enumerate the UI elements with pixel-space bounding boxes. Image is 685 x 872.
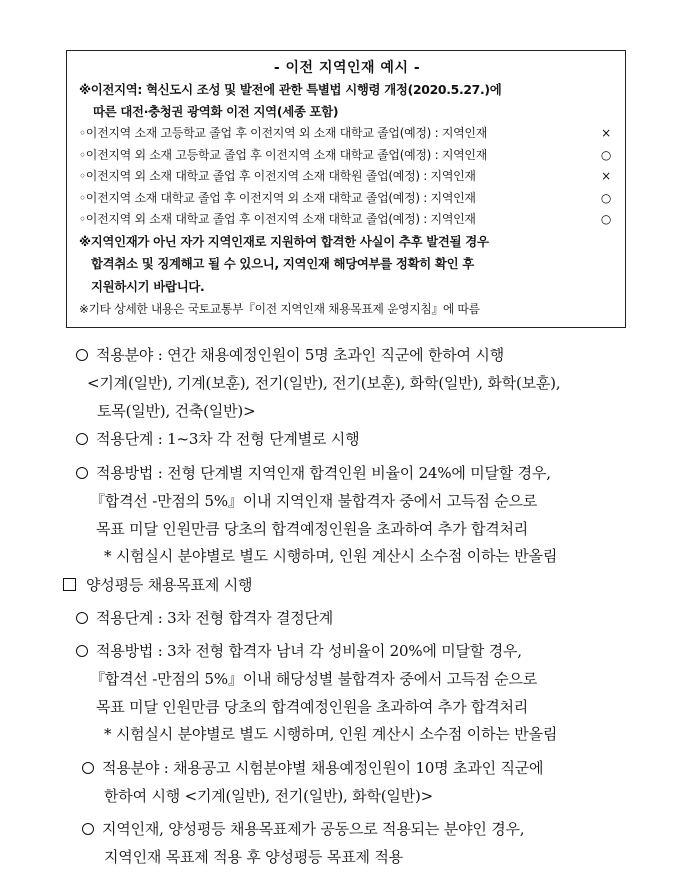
regional-field-item bbox=[76, 344, 504, 365]
warning-text-cont: 지원하시기 바랍니다. bbox=[91, 278, 205, 294]
reference-note: ※기타 상세한 내용은 국토교통부『이전 지역인재 채용목표제 운영지침』에 따름 bbox=[79, 302, 480, 316]
warning-text: ※지역인재가 아닌 자가 지역인재로 지원하여 합격한 사실이 추후 발견될 경우 bbox=[79, 233, 489, 249]
regional-method-item bbox=[76, 462, 551, 483]
condition-row bbox=[79, 123, 615, 145]
item-text: 적용분야 : 채용공고 시험분야별 채용예정인원이 10명 초과인 직군에 bbox=[102, 759, 544, 777]
condition-row bbox=[79, 166, 615, 188]
item-text: 지역인재, 양성평등 채용목표제가 공동으로 적용되는 분야인 경우, bbox=[102, 820, 525, 838]
hollow-circle-bullet-icon bbox=[82, 762, 94, 774]
hollow-circle-bullet-icon bbox=[82, 823, 94, 835]
eligibility-mark: ○ bbox=[600, 212, 612, 226]
gender-stage-item bbox=[76, 607, 333, 628]
item-text: 적용단계 : 3차 전형 합격자 결정단계 bbox=[96, 609, 334, 627]
regional-method-cont: 『합격선 -만점의 5%』이내 지역인재 불합격자 중에서 고득점 순으로 bbox=[90, 492, 538, 510]
regional-method-note: * 시험실시 분야별로 별도 시행하며, 인원 계산시 소수점 이하는 반올림 bbox=[104, 547, 558, 565]
condition-text: ◦이전지역 소재 대학교 졸업 후 이전지역 외 소재 대학교 졸업(예정) : 지역인재 bbox=[79, 190, 476, 205]
gender-method-item bbox=[76, 640, 522, 661]
joint-application-item bbox=[82, 818, 524, 839]
heading-text: 양성평등 채용목표제 시행 bbox=[86, 576, 253, 594]
gender-method-note: * 시험실시 분야별로 별도 시행하며, 인원 계산시 소수점 이하는 반올림 bbox=[104, 725, 558, 743]
condition-text: ◦이전지역 외 소재 대학교 졸업 후 이전지역 소재 대학교 졸업(예정) : 지역인재 bbox=[79, 212, 476, 226]
condition-text: ◦이전지역 외 소재 고등학교 졸업 후 이전지역 소재 대학교 졸업(예정) : 지역인재 bbox=[79, 147, 487, 162]
relocation-area-note-cont: 따른 대전·충청권 광역화 이전 지역(세종 포함) bbox=[93, 104, 339, 119]
gender-equality-heading bbox=[63, 574, 252, 595]
regional-field-cont: <기계(일반), 기계(보훈), 전기(일반), 전기(보훈), 화학(일반), 화학(보훈), bbox=[87, 374, 561, 392]
box-title: - 이전 지역인재 예시 - bbox=[273, 60, 421, 76]
hollow-circle-bullet-icon bbox=[76, 349, 88, 361]
hollow-circle-bullet-icon bbox=[76, 467, 88, 479]
gender-field-cont: 한하여 시행 <기계(일반), 전기(일반), 화학(일반)> bbox=[104, 787, 433, 805]
regional-field-cont: 토목(일반), 건축(일반)> bbox=[97, 402, 256, 420]
gender-field-item bbox=[82, 757, 543, 778]
regional-stage-item bbox=[76, 428, 359, 449]
joint-application-cont: 지역인재 목표제 적용 후 양성평등 목표제 적용 bbox=[104, 848, 403, 866]
warning-text-cont: 합격취소 및 징계해고 될 수 있으니, 지역인재 해당여부를 정확히 확인 후 bbox=[91, 256, 474, 271]
condition-row bbox=[79, 145, 615, 167]
hollow-circle-bullet-icon bbox=[76, 612, 88, 624]
relocation-area-note: ※이전지역: 혁신도시 조성 및 발전에 관한 특별법 시행령 개정(2020.5.27.)에 bbox=[79, 82, 502, 97]
item-text: 적용방법 : 3차 전형 합격자 남녀 각 성비율이 20%에 미달할 경우, bbox=[96, 642, 522, 660]
regional-method-cont: 목표 미달 인원만큼 당초의 합격예정인원을 초과하여 추가 합격처리 bbox=[96, 520, 529, 538]
condition-text: ◦이전지역 소재 고등학교 졸업 후 이전지역 외 소재 대학교 졸업(예정) : 지역인재 bbox=[79, 126, 487, 140]
hollow-circle-bullet-icon bbox=[76, 645, 88, 657]
eligibility-mark: ○ bbox=[600, 190, 612, 205]
gender-method-cont: 『합격선 -만점의 5%』이내 해당성별 불합격자 중에서 고득점 순으로 bbox=[90, 670, 538, 688]
gender-method-cont: 목표 미달 인원만큼 당초의 합격예정인원을 초과하여 추가 합격처리 bbox=[96, 698, 529, 716]
eligibility-mark: ○ bbox=[600, 147, 612, 162]
condition-row bbox=[79, 188, 615, 210]
item-text: 적용방법 : 전형 단계별 지역인재 합격인원 비율이 24%에 미달할 경우, bbox=[96, 464, 551, 482]
condition-text: ◦이전지역 외 소재 대학교 졸업 후 이전지역 소재 대학원 졸업(예정) : 지역인재 bbox=[79, 169, 476, 183]
item-text: 적용분야 : 연간 채용예정인원이 5명 초과인 직군에 한하여 시행 bbox=[96, 346, 504, 364]
condition-row bbox=[79, 209, 615, 231]
item-text: 적용단계 : 1~3차 각 전형 단계별로 시행 bbox=[96, 430, 360, 448]
square-bullet-icon bbox=[63, 578, 76, 591]
hollow-circle-bullet-icon bbox=[76, 433, 88, 445]
eligibility-mark: × bbox=[601, 169, 611, 183]
regional-talent-example-box bbox=[66, 50, 626, 328]
eligibility-mark: × bbox=[601, 126, 611, 140]
